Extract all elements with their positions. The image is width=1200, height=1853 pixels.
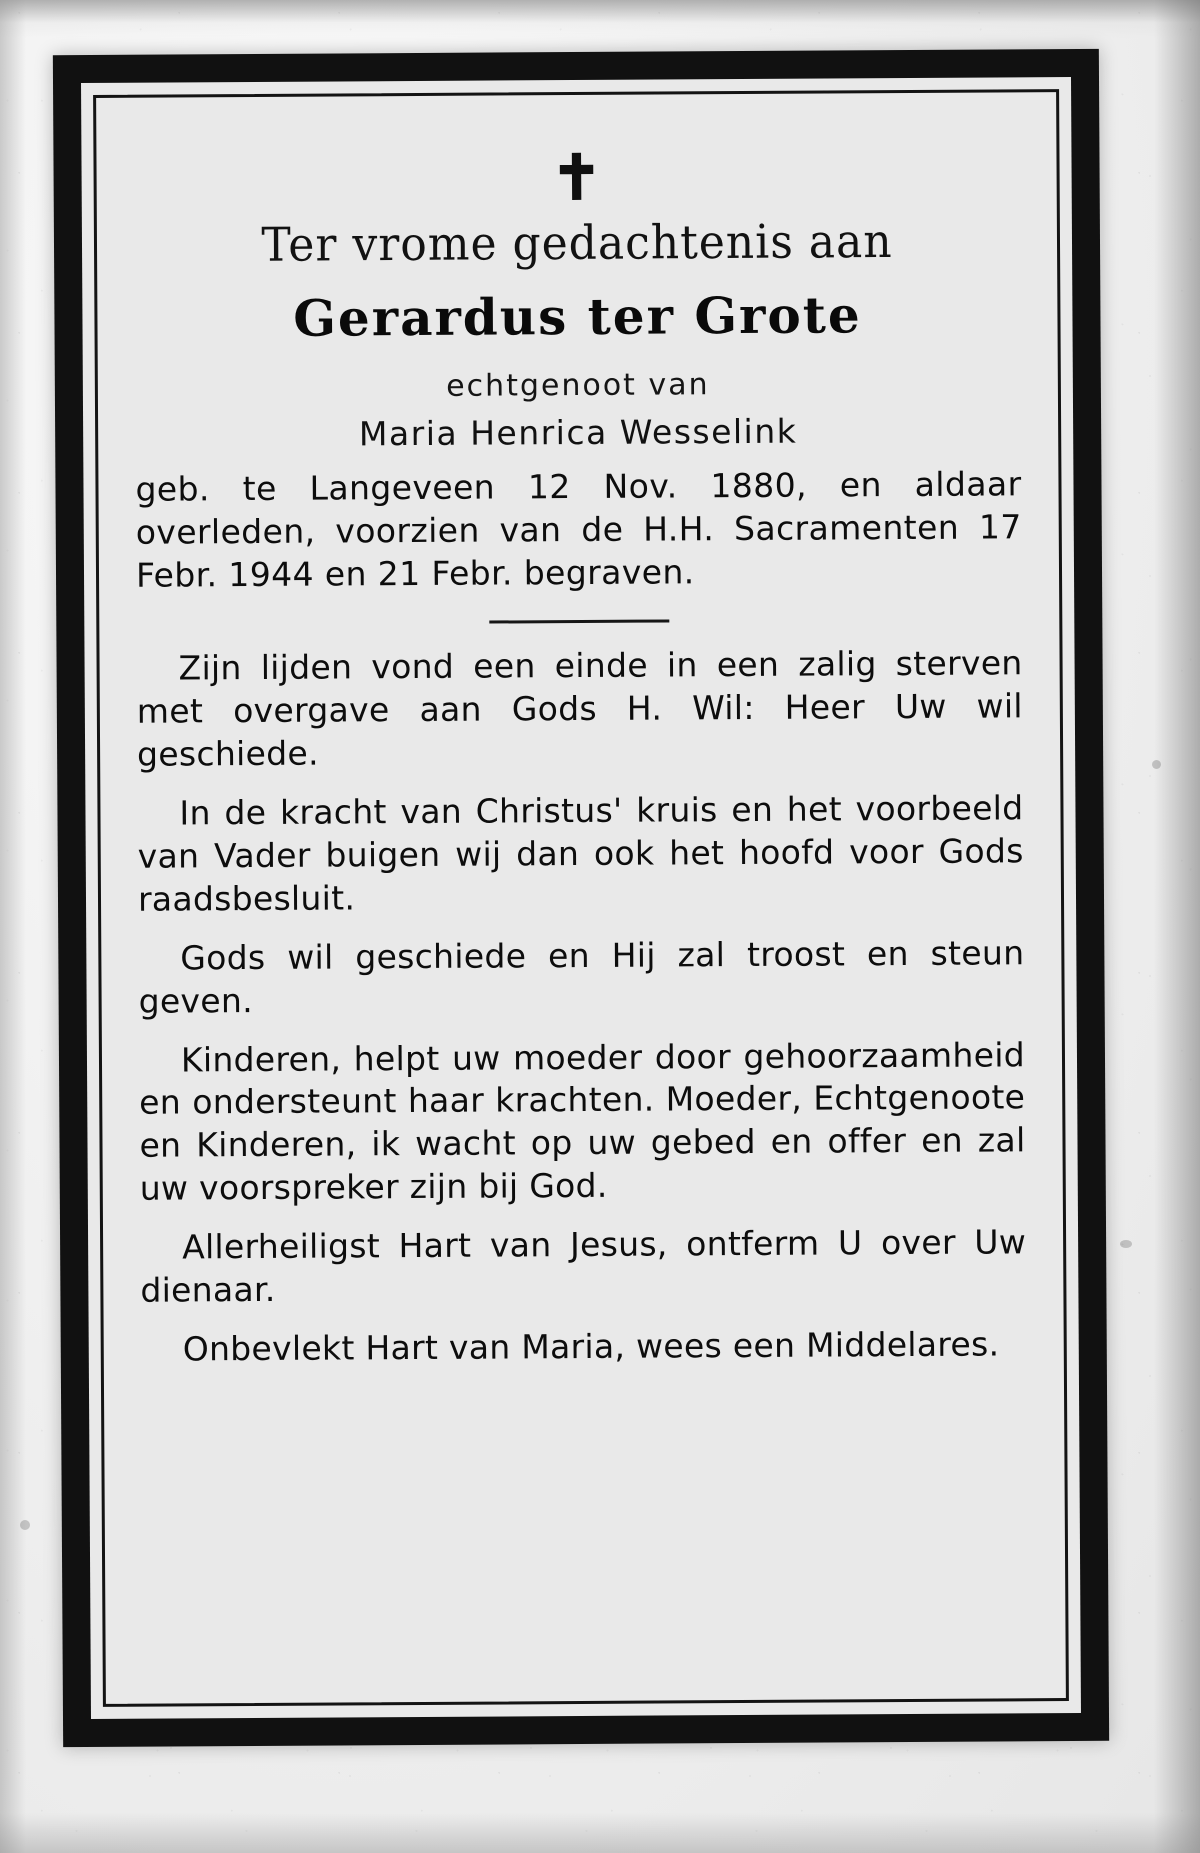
biography-text: geb. te Langeveen 12 Nov. 1880, en aldaar overleden, voorzien van de H.H. Sacramenten 17 Febr. 1944 en 21 Febr. begraven.: [135, 464, 1022, 595]
memorial-paragraph: Kinderen, helpt uw moeder door gehoorzaamheid en ondersteunt haar krachten. Moeder, Echtgenoote en Kinderen, ik wacht op uw gebed en offer en zal uw voorspreker zijn bij God.: [139, 1034, 1026, 1208]
memorial-paragraph: Onbevlekt Hart van Maria, wees een Middelares.: [182, 1324, 1000, 1369]
memorial-paragraph: Allerheiligst Hart van Jesus, ontferm U over Uw dienaar.: [140, 1222, 1027, 1310]
memorial-paragraph: In de kracht van Christus' kruis en het voorbeeld van Vader buigen wij dan ook het hoofd voor Gods raadsbesluit.: [137, 788, 1024, 919]
section-divider: [489, 620, 669, 624]
scan-top-edge-shadow: [0, 0, 1200, 38]
relation-label: echtgenoot van: [446, 367, 710, 404]
card-content: [133, 131, 1028, 1678]
cross-icon: ✝: [550, 144, 603, 214]
scan-right-edge-shadow: [1154, 0, 1200, 1853]
deceased-name: Gerardus ter Grote: [293, 285, 862, 348]
scan-speck: [1120, 1240, 1132, 1248]
memorial-card: [53, 49, 1109, 1747]
memorial-paragraph: Gods wil geschiede en Hij zal troost en steun geven.: [138, 933, 1025, 1021]
scan-bottom-edge-shadow: [0, 1813, 1200, 1853]
memorial-heading: Ter vrome gedachtenis aan: [261, 214, 893, 273]
card-inner-panel: [81, 77, 1081, 1719]
memorial-paragraph: Zijn lijden vond een einde in een zalig sterven met overgave aan Gods H. Wil: Heer Uw wil geschiede.: [136, 643, 1023, 774]
spouse-name: Maria Henrica Wesselink: [358, 411, 798, 454]
scan-left-edge-shadow: [0, 0, 26, 1853]
